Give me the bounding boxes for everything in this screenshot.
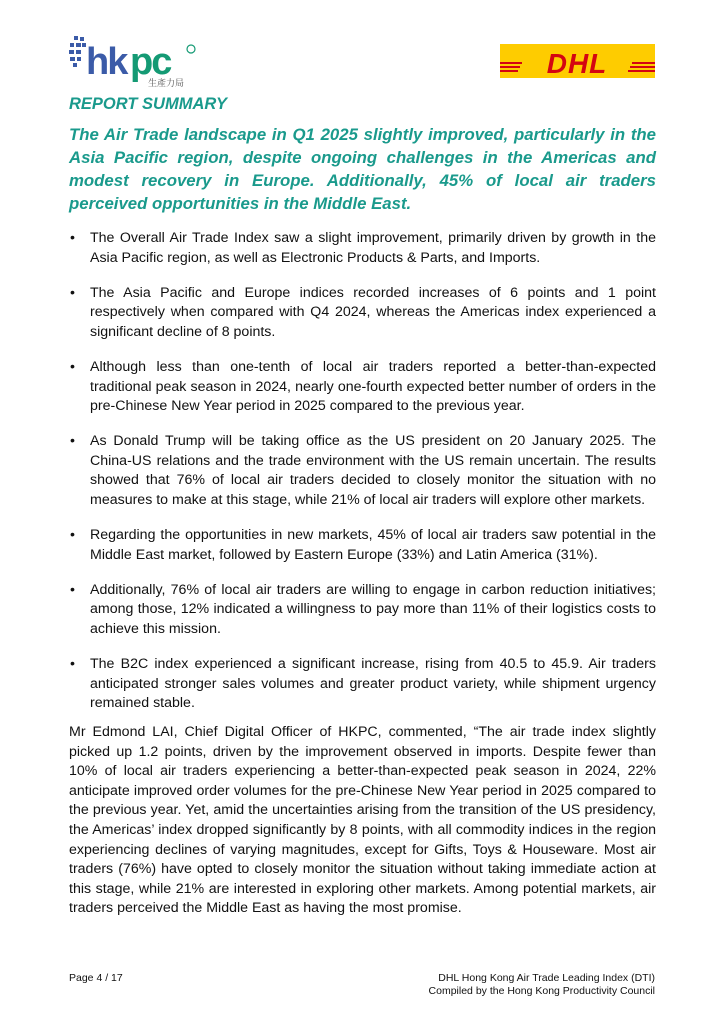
bullet-text: Although less than one-tenth of local air traders reported a better-than-expected traditional peak season in 2024, nearly one-fourth expected better number of orders in the pre-Chinese New Year period in 2025 compared to the previous year. (90, 358, 656, 415)
svg-text:hk: hk (86, 41, 127, 83)
bullet-item (69, 581, 656, 640)
footer-credits (429, 972, 655, 998)
bullet-text: The B2C index experienced a significant increase, rising from 40.5 to 45.9. Air traders anticipated stronger sales volumes and greater product variety, while shipment urgency remained stable. (90, 656, 656, 712)
bullet-item (69, 358, 656, 417)
bullet-icon: • (70, 284, 75, 301)
hkpc-logo (68, 34, 198, 88)
svg-text:生產力局: 生產力局 (148, 79, 185, 88)
bullet-item (69, 655, 656, 714)
page-number: Page 4 / 17 (69, 972, 123, 984)
bullet-item (69, 284, 656, 343)
bullet-text: As Donald Trump will be taking office as the US president on 20 January 2025. The China-US relations and the trade environment with the US remain uncertain. The results showed that 76% of local air traders decided to closely monitor the situation with no measures to make at this stage, while 21% of local air traders will explore other markets. (90, 433, 656, 509)
bullet-item (69, 526, 656, 565)
report-headline: The Air Trade landscape in Q1 2025 slightly improved, particularly in the Asia Pacific region, despite ongoing challenges in the Americas and modest recovery in Europe. Additionally, 45% of local air traders perceived opportunities in the Middle East. (69, 125, 656, 213)
bullet-text: Additionally, 76% of local air traders are willing to engage in carbon reduction initiatives; among those, 12% indicated a willingness to pay more than 11% of their logistics costs to achieve this mission. (90, 581, 656, 637)
section-title: REPORT SUMMARY (69, 95, 227, 113)
quote-paragraph: Mr Edmond LAI, Chief Digital Officer of HKPC, commented, “The air trade index slightly picked up 1.2 points, driven by the improvement observed in imports. Despite fewer than 10% of local air traders experiencing a better-than-expected peak season in 2024, 22% anticipate improved order volumes for the pre-Chinese New Year period in 2025 compared to the previous year. Yet, amid the uncertainties arising from the transition of the US presidency, the Americas’ index dropped significantly by 8 points, with all commodity indices in the region experiencing declines of varying magnitudes, except for Gifts, Toys & Houseware. Most air traders (76%) have opted to closely monitor the situation without taking immediate action at this stage, while 21% are interested in exploring other markets. Among potential markets, air traders perceived the Middle East as having the most promise. (69, 724, 656, 917)
bullet-text: The Overall Air Trade Index saw a slight improvement, primarily driven by growth in the Asia Pacific region, as well as Electronic Products & Parts, and Imports. (90, 230, 656, 266)
bullet-icon: • (70, 656, 75, 673)
bullet-icon: • (70, 230, 75, 246)
bullet-icon: • (70, 527, 75, 544)
svg-text:DHL: DHL (546, 48, 608, 78)
bullet-icon: • (70, 433, 75, 450)
summary-bullet-list (69, 229, 656, 729)
dhl-logo (500, 44, 655, 78)
bullet-icon: • (70, 358, 75, 375)
svg-text:pc: pc (130, 41, 171, 83)
bullet-text: Regarding the opportunities in new markets, 45% of local air traders saw potential in the Middle East market, followed by Eastern Europe (33%) and Latin America (31%). (90, 527, 656, 563)
bullet-icon: • (70, 581, 75, 598)
bullet-text: The Asia Pacific and Europe indices recorded increases of 6 points and 1 point respectively when compared with Q4 2024, whereas the Americas index experienced a significant decline of 8 points. (90, 284, 656, 340)
bullet-item (69, 432, 656, 510)
bullet-item (69, 229, 656, 268)
footer-line-2: Compiled by the Hong Kong Productivity Council (428, 985, 655, 997)
footer-line-1: DHL Hong Kong Air Trade Leading Index (DTI) (438, 972, 655, 984)
